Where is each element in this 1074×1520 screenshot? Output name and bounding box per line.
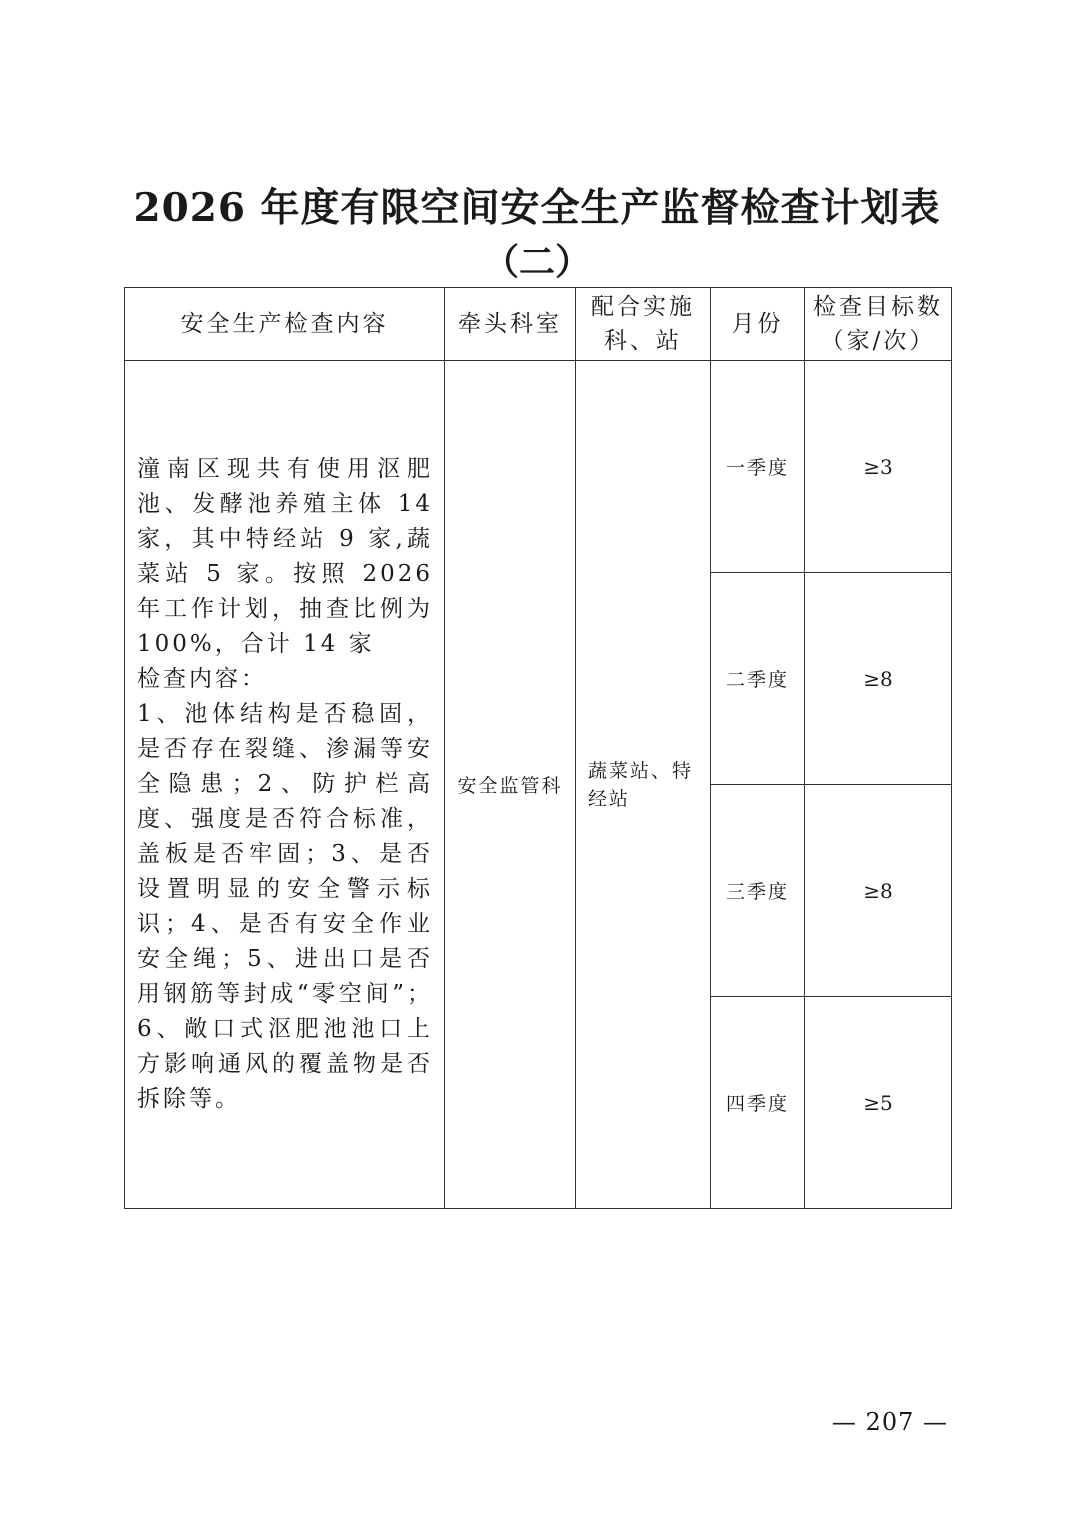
- inspection-plan-table: [124, 287, 952, 1209]
- target-cell: ≥8: [805, 573, 952, 785]
- month-cell: 一季度: [711, 361, 805, 573]
- target-cell: ≥8: [805, 785, 952, 997]
- document-subtitle: （二）: [482, 241, 591, 283]
- header-content: 安全生产检查内容: [125, 288, 445, 361]
- document-title: 2026 年度有限空间安全生产监督检查计划表: [133, 185, 941, 231]
- table-header-row: [125, 288, 952, 361]
- inspection-content-cell: [125, 361, 445, 1209]
- header-coop-dept: 配合实施科、站: [576, 288, 711, 361]
- content-paragraph: 潼南区现共有使用沤肥池、发酵池养殖主体 14 家，其中特经站 9 家,蔬菜站 5 家。按照 2026 年工作计划，抽查比例为 100%，合计 14 家: [137, 456, 433, 657]
- content-paragraph: 检查内容：: [137, 666, 267, 692]
- content-paragraph: 1、池体结构是否稳固，是否存在裂缝、渗漏等安全隐患；2、防护栏高度、强度是否符合标准，盖板是否牢固；3、是否设置明显的安全警示标识；4、是否有安全作业安全绳；5、进出口是否用钢筋等封成“零空间”；6、敞口式沤肥池池口上方影响通风的覆盖物是否拆除等。: [137, 701, 433, 1112]
- month-cell: 四季度: [711, 997, 805, 1209]
- header-month: 月份: [711, 288, 805, 361]
- target-cell: ≥3: [805, 361, 952, 573]
- month-cell: 三季度: [711, 785, 805, 997]
- month-cell: 二季度: [711, 573, 805, 785]
- coop-dept-cell: 蔬菜站、特经站: [576, 361, 711, 1209]
- table-row: [125, 361, 952, 573]
- header-target: 检查目标数（家/次）: [805, 288, 952, 361]
- page-number: — 207 —: [831, 1408, 948, 1436]
- header-lead-dept: 牵头科室: [445, 288, 576, 361]
- target-cell: ≥5: [805, 997, 952, 1209]
- lead-dept-cell: 安全监管科: [445, 361, 576, 1209]
